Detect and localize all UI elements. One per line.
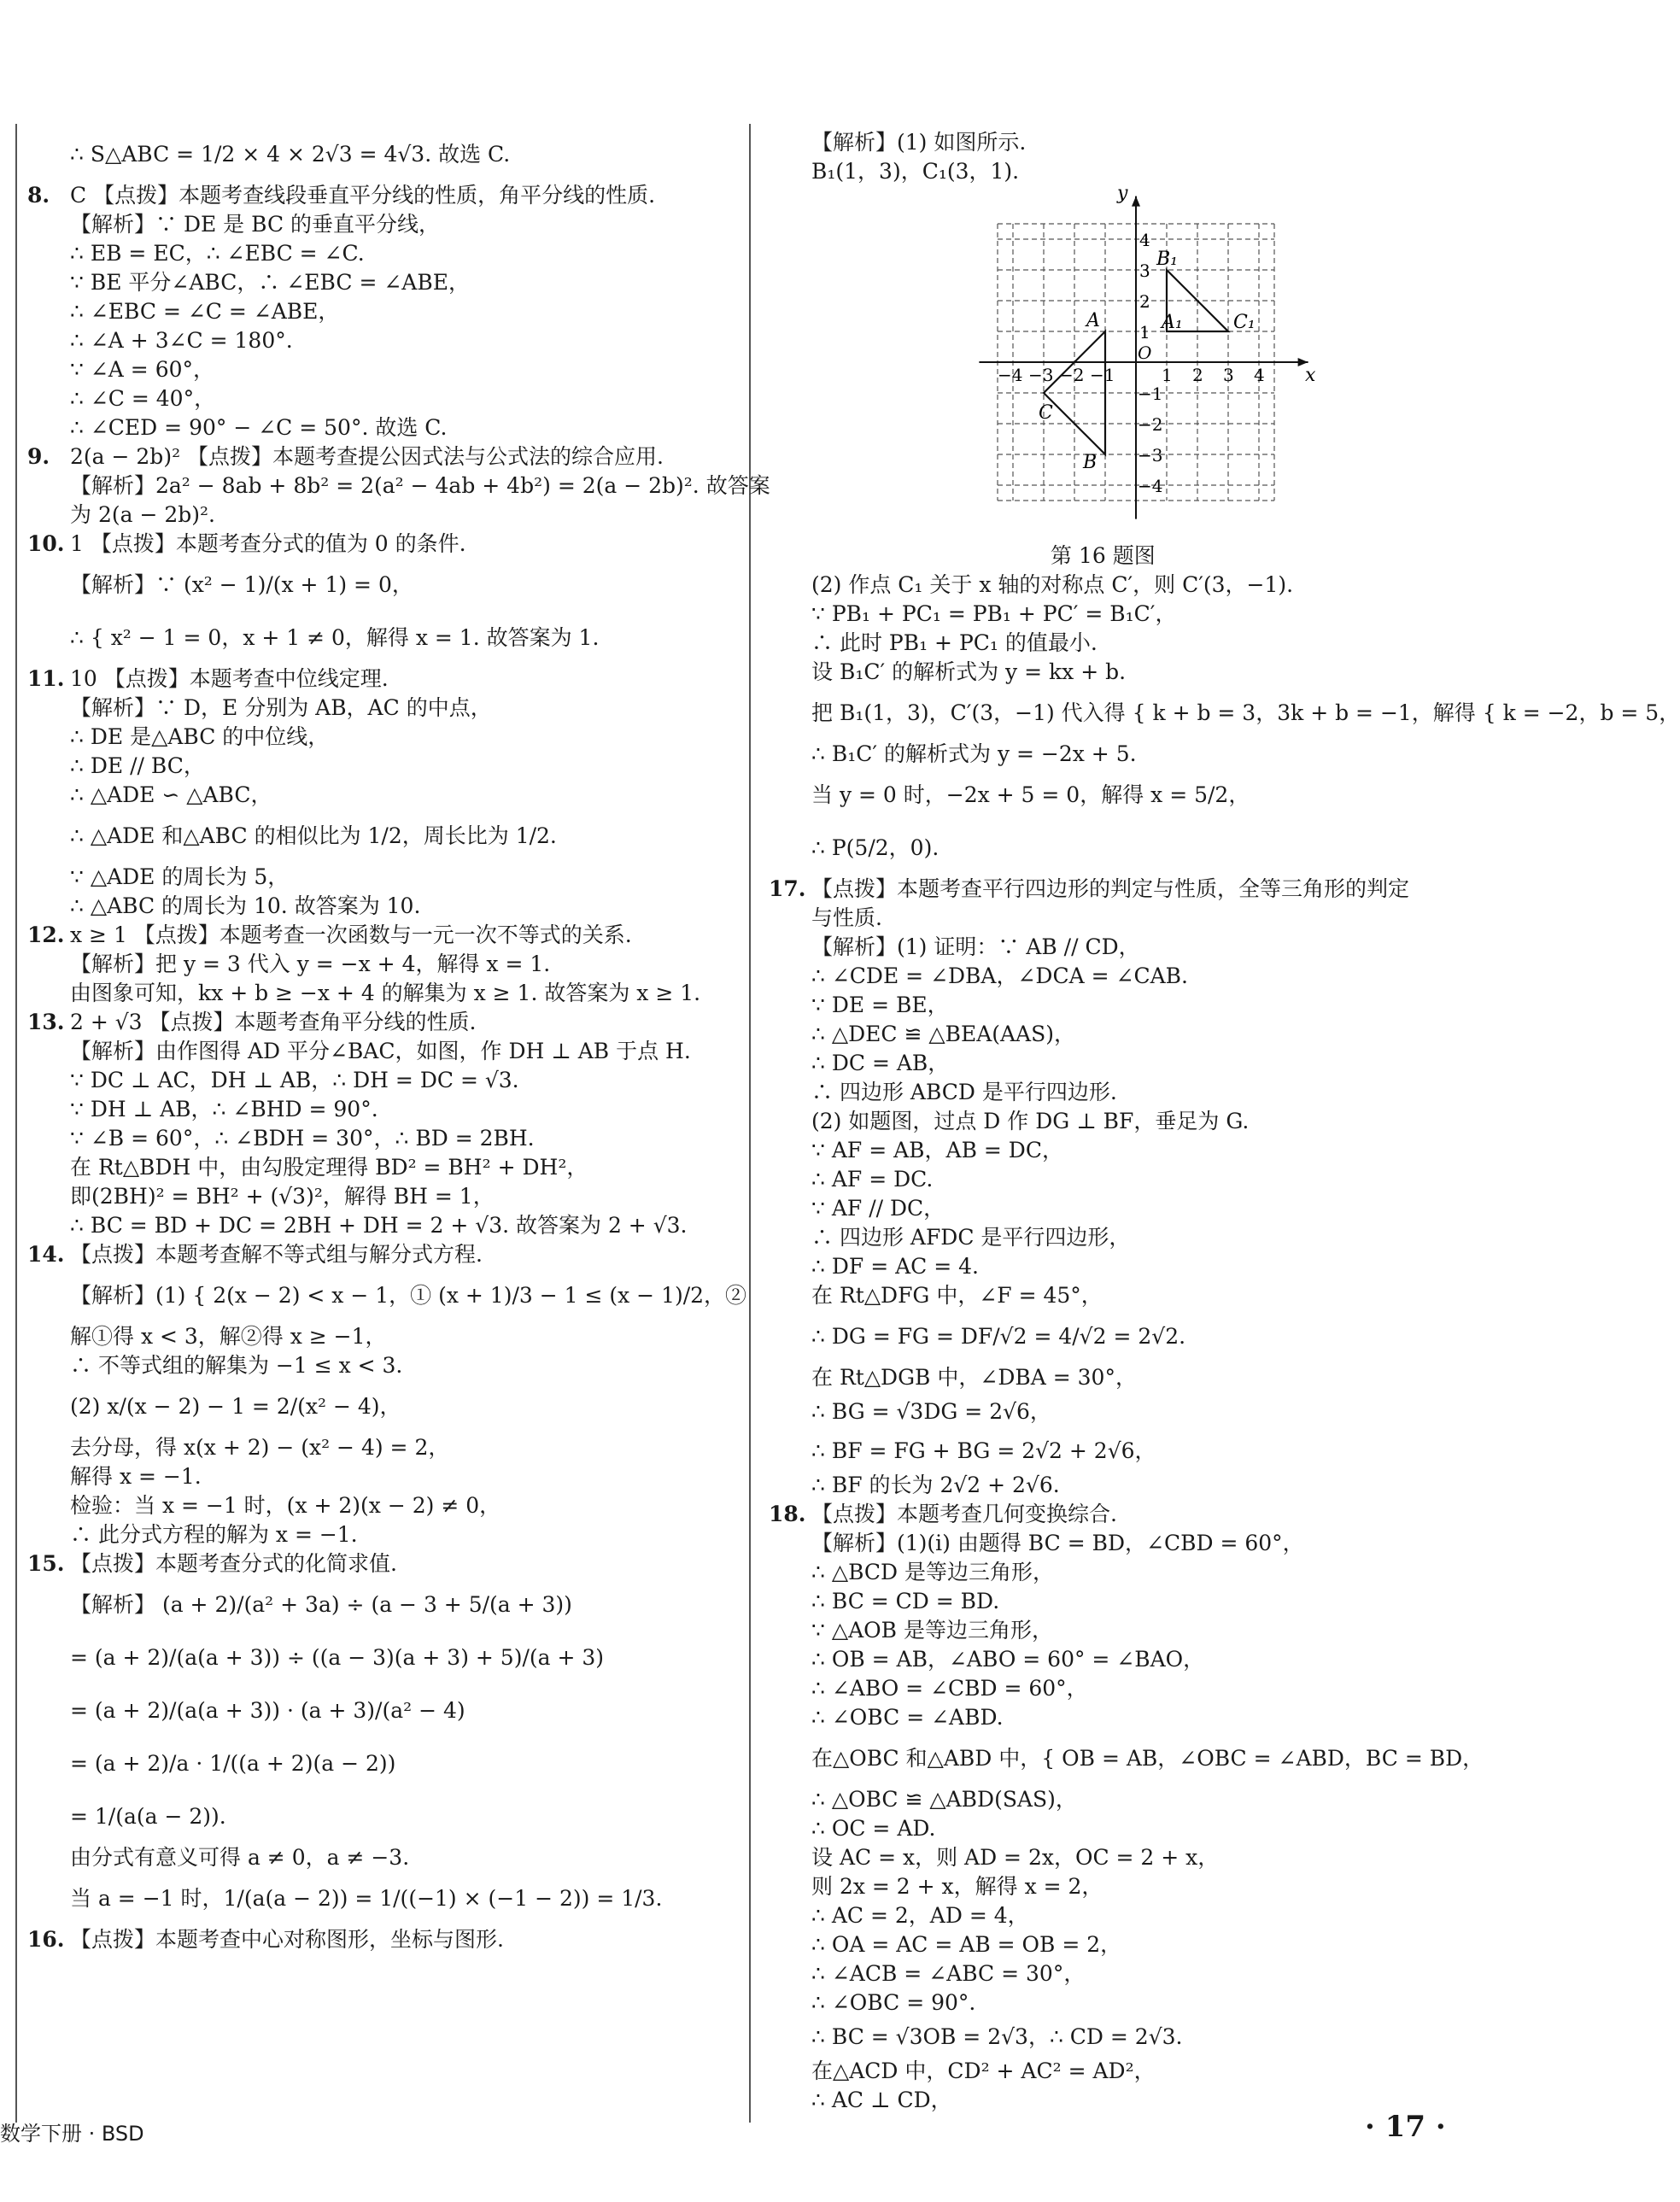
text-line — [769, 2018, 1469, 2057]
line-text: ∴ 此分式方程的解为 x = −1. — [70, 1522, 358, 1547]
text-line — [27, 268, 736, 297]
text-line — [27, 297, 736, 326]
question-number: 16. — [27, 1927, 65, 1952]
figure-caption: 第 16 题图 — [1051, 543, 1156, 568]
coordinate-figure — [769, 183, 1469, 536]
line-text: 【解析】∵ D，E 分别为 AB，AC 的中点， — [70, 695, 492, 720]
y-tick-label: −1 — [1138, 384, 1163, 404]
line-text: 把 B₁(1，3)，C′(3，−1) 代入得 { k + b = 3，3k + b = −1，解得 { k = −2，b = 5， — [811, 700, 1680, 725]
text-line — [769, 600, 1469, 629]
line-text: ∴ ∠OBC = 90°. — [811, 1990, 976, 2015]
text-line — [769, 128, 1469, 157]
line-text: ∵ ∠B = 60°，∴ ∠BDH = 30°，∴ BD = 2BH. — [70, 1126, 535, 1151]
label-c1: C₁ — [1233, 312, 1256, 333]
text-line — [27, 723, 736, 752]
text-line — [27, 1037, 736, 1066]
text-line — [27, 979, 736, 1008]
line-text: ∵ △AOB 是等边三角形， — [811, 1618, 1053, 1643]
text-line — [769, 1432, 1469, 1471]
text-line — [769, 1136, 1469, 1165]
text-line — [27, 1684, 736, 1737]
text-line — [27, 1066, 736, 1095]
line-text: 当 a = −1 时，1/(a(a − 2)) = 1/((−1) × (−1 − 2)) = 1/3. — [70, 1886, 663, 1911]
line-text: ∵ DE = BE， — [811, 993, 949, 1017]
right-column-top — [769, 128, 1469, 186]
text-line — [27, 1520, 736, 1549]
question-number: 14. — [27, 1242, 65, 1267]
question-number: 11. — [27, 666, 65, 691]
x-axis-label: x — [1305, 365, 1316, 386]
line-text: ∴ AF = DC. — [811, 1167, 934, 1192]
text-line — [27, 384, 736, 413]
line-text: = (a + 2)/(a(a + 3)) · (a + 3)/(a² − 4) — [70, 1698, 465, 1723]
text-line — [27, 128, 736, 181]
x-tick-label: 2 — [1192, 365, 1203, 385]
line-text: 由分式有意义可得 a ≠ 0，a ≠ −3. — [70, 1845, 410, 1870]
text-line — [769, 1363, 1469, 1392]
text-line — [769, 933, 1469, 962]
line-text: 在 Rt△BDH 中，由勾股定理得 BD² = BH² + DH²， — [70, 1155, 588, 1180]
text-line — [769, 1194, 1469, 1223]
text-line — [769, 1558, 1469, 1587]
line-text: ∴ ∠C = 40°， — [70, 386, 216, 411]
line-text: ∴ BG = √3DG = 2√6， — [811, 1399, 1051, 1424]
text-line — [27, 1843, 736, 1872]
question-line — [27, 1240, 736, 1269]
line-text: 【解析】∵ (x² − 1)/(x + 1) = 0， — [70, 572, 413, 597]
line-text: ∴ 此时 PB₁ + PC₁ 的值最小. — [811, 630, 1098, 655]
line-text: ∵ PB₁ + PC₁ = PB₁ + PC′ = B₁C′， — [811, 601, 1177, 626]
text-line — [27, 612, 736, 665]
question-number: 9. — [27, 444, 50, 469]
text-line — [769, 1223, 1469, 1252]
line-text: C 【点拨】本题考查线段垂直平分线的性质，角平分线的性质. — [70, 183, 656, 208]
line-text: ∴ 不等式组的解集为 −1 ≤ x < 3. — [70, 1353, 403, 1378]
question-number: 15. — [27, 1551, 65, 1576]
question-number: 18. — [769, 1502, 806, 1526]
question-number: 12. — [27, 922, 65, 947]
line-text: ∴ BC = √3OB = 2√3，∴ CD = 2√3. — [811, 2024, 1183, 2049]
text-line — [27, 1351, 736, 1380]
line-text: ∵ BE 平分∠ABC，∴ ∠EBC = ∠ABE， — [70, 270, 470, 295]
text-line — [27, 501, 736, 530]
line-text: ∴ △ABC 的周长为 10. 故答案为 10. — [70, 893, 421, 918]
line-text: ∵ △ADE 的周长为 5， — [70, 864, 290, 889]
line-text: ∴ △ADE ∽ △ABC， — [70, 782, 272, 807]
line-text: ∴ ∠ABO = ∠CBD = 60°， — [811, 1676, 1088, 1701]
text-line — [769, 1529, 1469, 1558]
text-line — [27, 1211, 736, 1240]
text-line — [27, 471, 770, 501]
text-line — [769, 740, 1469, 769]
line-text: 【点拨】本题考查分式的化简求值. — [70, 1551, 397, 1576]
text-line — [27, 210, 736, 239]
text-line — [27, 239, 736, 268]
text-line — [769, 1988, 1469, 2018]
line-text: 在 Rt△DGB 中，∠DBA = 30°， — [811, 1365, 1137, 1390]
question-number: 17. — [769, 876, 806, 901]
line-text: ∴ BF 的长为 2√2 + 2√6. — [811, 1473, 1060, 1497]
right-column — [769, 128, 1680, 2115]
line-text: ∴ 四边形 AFDC 是平行四边形， — [811, 1225, 1131, 1250]
x-tick-label: −1 — [1090, 365, 1115, 385]
line-text: 解①得 x < 3，解②得 x ≥ −1， — [70, 1324, 387, 1349]
text-line — [769, 2057, 1469, 2086]
text-line — [27, 863, 736, 892]
text-line — [769, 1310, 1469, 1363]
line-text: 【解析】2a² − 8ab + 8b² = 2(a² − 4ab + 4b²) = 2(a − 2b)². 故答案 — [70, 473, 770, 498]
line-text: 则 2x = 2 + x，解得 x = 2， — [811, 1874, 1103, 1899]
question-line — [769, 875, 1469, 904]
text-line — [769, 157, 1469, 186]
text-line — [769, 1471, 1469, 1500]
page-number: · 17 · — [1365, 2110, 1446, 2144]
line-text: 解得 x = −1. — [70, 1464, 202, 1489]
y-tick-label: 2 — [1139, 291, 1150, 312]
question-line — [27, 442, 736, 471]
text-line — [27, 1491, 736, 1520]
y-tick-label: −2 — [1138, 414, 1163, 435]
text-line — [769, 1785, 1469, 1814]
line-text: ∵ AF // DC， — [811, 1196, 945, 1221]
question-line — [27, 1549, 736, 1578]
line-text: ∴ △DEC ≌ △BEA(AAS)， — [811, 1022, 1075, 1046]
text-line — [27, 1578, 736, 1631]
right-column-body — [769, 571, 1680, 2115]
line-text: ∴ ∠OBC = ∠ABD. — [811, 1705, 1004, 1730]
text-line — [27, 326, 736, 355]
text-line — [769, 1078, 1469, 1107]
question-line — [27, 921, 736, 950]
x-tick-label: −4 — [998, 365, 1023, 385]
text-line — [769, 962, 1469, 991]
line-text: 当 y = 0 时，−2x + 5 = 0，解得 x = 5/2， — [811, 782, 1250, 807]
text-line — [769, 658, 1469, 687]
line-text: ∴ OA = AC = AB = OB = 2， — [811, 1932, 1122, 1957]
line-text: ∴ OC = AD. — [811, 1816, 936, 1841]
text-line — [27, 950, 736, 979]
text-line — [27, 892, 736, 921]
y-tick-label: 1 — [1139, 322, 1150, 343]
text-line — [27, 1182, 736, 1211]
question-number: 10. — [27, 531, 65, 556]
text-line — [769, 1392, 1469, 1432]
line-text: = (a + 2)/(a(a + 3)) ÷ ((a − 3)(a + 3) + 5)/(a + 3) — [70, 1645, 605, 1670]
line-text: (2) 作点 C₁ 关于 x 轴的对称点 C′，则 C′(3，−1). — [811, 572, 1294, 597]
question-number: 8. — [27, 183, 50, 208]
line-text: 检验：当 x = −1 时，(x + 2)(x − 2) ≠ 0， — [70, 1493, 501, 1518]
line-text: 去分母，得 x(x + 2) − (x² − 4) = 2， — [70, 1435, 450, 1460]
x-tick-label: 3 — [1223, 365, 1234, 385]
line-text: ∴ B₁C′ 的解析式为 y = −2x + 5. — [811, 741, 1137, 766]
line-text: ∴ 四边形 ABCD 是平行四边形. — [811, 1080, 1117, 1104]
line-text: ∵ DH ⊥ AB，∴ ∠BHD = 90°. — [70, 1097, 378, 1121]
line-text: (2) 如题图，过点 D 作 DG ⊥ BF，垂足为 G. — [811, 1109, 1250, 1133]
line-text: ∴ { x² − 1 = 0，x + 1 ≠ 0，解得 x = 1. 故答案为 1. — [70, 625, 600, 650]
line-text: ∴ DC = AB， — [811, 1051, 950, 1075]
text-line — [769, 1674, 1469, 1703]
line-text: ∵ AF = AB，AB = DC， — [811, 1138, 1063, 1162]
line-text: ∴ DG = FG = DF/√2 = 4/√2 = 2√2. — [811, 1324, 1186, 1349]
text-line — [769, 822, 1469, 875]
line-text: 在△OBC 和△ABD 中，{ OB = AB，∠OBC = ∠ABD，BC = BD， — [811, 1746, 1484, 1771]
text-line — [27, 694, 736, 723]
footer-book-label: 数学下册 · BSD — [0, 2122, 144, 2146]
column-divider — [749, 124, 751, 2123]
line-text: 【解析】(1) { 2(x − 2) < x − 1，① (x + 1)/3 − 1 ≤ (x − 1)/2，② — [70, 1283, 747, 1308]
line-text: 【解析】 (a + 2)/(a² + 3a) ÷ (a − 3 + 5/(a + 3)) — [70, 1592, 572, 1617]
text-line — [27, 1433, 736, 1462]
question-number: 13. — [27, 1010, 65, 1034]
line-text: ∴ △BCD 是等边三角形， — [811, 1560, 1055, 1584]
left-margin-rule — [15, 124, 17, 2123]
line-text: ∴ AC ⊥ CD， — [811, 2088, 952, 2112]
question-line — [27, 665, 736, 694]
text-line — [27, 559, 736, 612]
text-line — [769, 1703, 1469, 1732]
text-line — [769, 1281, 1469, 1310]
text-line — [27, 1380, 736, 1433]
x-tick-label: 1 — [1162, 365, 1173, 385]
question-line — [769, 1500, 1469, 1529]
label-b1: B₁ — [1156, 249, 1178, 270]
label-c: C — [1039, 402, 1053, 424]
text-line — [769, 1049, 1469, 1078]
line-text: ∴ ∠CED = 90° − ∠C = 50°. 故选 C. — [70, 415, 448, 440]
text-line — [769, 1814, 1469, 1843]
line-text: ∴ DF = AC = 4. — [811, 1254, 979, 1279]
text-line — [769, 1165, 1469, 1194]
line-text: ∴ △OBC ≌ △ABD(SAS)， — [811, 1787, 1077, 1812]
text-line — [27, 1462, 736, 1491]
line-text: 1 【点拨】本题考查分式的值为 0 的条件. — [70, 531, 466, 556]
line-text: ∴ △ADE 和△ABC 的相似比为 1/2，周长比为 1/2. — [70, 823, 557, 848]
line-text: ∴ OB = AB，∠ABO = 60° = ∠BAO， — [811, 1647, 1205, 1672]
line-text: ∴ BC = BD + DC = 2BH + DH = 2 + √3. 故答案为 2 + √3. — [70, 1213, 688, 1238]
line-text: 【点拨】本题考查解不等式组与解分式方程. — [70, 1242, 483, 1267]
y-tick-label: 3 — [1139, 261, 1150, 281]
line-text: 设 AC = x，则 AD = 2x，OC = 2 + x， — [811, 1845, 1220, 1870]
text-line — [769, 1732, 1484, 1785]
line-text: 【解析】(1) 如图所示. — [811, 130, 1027, 155]
line-text: 【点拨】本题考查几何变换综合. — [811, 1502, 1117, 1526]
line-text: 设 B₁C′ 的解析式为 y = kx + b. — [811, 659, 1127, 684]
text-line — [27, 1322, 736, 1351]
question-line — [27, 1925, 736, 1954]
y-tick-label: 4 — [1139, 230, 1150, 250]
line-text: ∴ ∠EBC = ∠C = ∠ABE， — [70, 299, 340, 324]
line-text: ∴ ∠A + 3∠C = 180°. — [70, 328, 293, 353]
text-line — [27, 1124, 736, 1153]
text-line — [769, 1843, 1469, 1872]
line-text: 10 【点拨】本题考查中位线定理. — [70, 666, 389, 691]
text-line — [769, 1930, 1469, 1959]
text-line — [27, 1269, 747, 1322]
text-line — [769, 1645, 1469, 1674]
line-text: 【解析】∵ DE 是 BC 的垂直平分线， — [70, 212, 441, 237]
y-axis-arrow — [1132, 196, 1140, 207]
text-line — [27, 781, 736, 810]
text-line — [27, 355, 736, 384]
text-line — [769, 629, 1469, 658]
line-text: 【点拨】本题考查中心对称图形，坐标与图形. — [70, 1927, 504, 1952]
line-text: 在 Rt△DFG 中，∠F = 45°， — [811, 1283, 1103, 1308]
line-text: B₁(1，3)，C₁(3，1). — [811, 159, 1020, 184]
question-line — [27, 1008, 736, 1037]
line-text: 【解析】把 y = 3 代入 y = −x + 4，解得 x = 1. — [70, 952, 551, 976]
text-line — [769, 687, 1680, 740]
line-text: 2(a − 2b)² 【点拨】本题考查提公因式法与公式法的综合应用. — [70, 444, 664, 469]
line-text: ∴ EB = EC，∴ ∠EBC = ∠C. — [70, 241, 365, 266]
text-line — [769, 1901, 1469, 1930]
text-line — [27, 1153, 736, 1182]
text-line — [27, 1737, 736, 1790]
text-line — [27, 1095, 736, 1124]
label-a: A — [1086, 310, 1100, 331]
line-text: = 1/(a(a − 2)). — [70, 1804, 226, 1829]
line-text: ∴ BF = FG + BG = 2√2 + 2√6， — [811, 1438, 1156, 1463]
line-text: 2 + √3 【点拨】本题考查角平分线的性质. — [70, 1010, 477, 1034]
line-text: 即(2BH)² = BH² + (√3)²，解得 BH = 1， — [70, 1184, 495, 1209]
line-text: 与性质. — [811, 905, 882, 930]
text-line — [769, 1020, 1469, 1049]
text-line — [769, 904, 1469, 933]
line-text: 【解析】(1)(ⅰ) 由题得 BC = BD，∠CBD = 60°， — [811, 1531, 1304, 1555]
line-text: 由图象可知，kx + b ≥ −x + 4 的解集为 x ≥ 1. 故答案为 x ≥ 1. — [70, 981, 701, 1005]
line-text: ∵ DC ⊥ AC，DH ⊥ AB，∴ DH = DC = √3. — [70, 1068, 519, 1092]
text-line — [769, 1616, 1469, 1645]
x-tick-label: 4 — [1254, 365, 1265, 385]
label-b: B — [1083, 452, 1098, 473]
text-line — [769, 1252, 1469, 1281]
line-text: ∴ DE 是△ABC 的中位线， — [70, 724, 330, 749]
line-text: 为 2(a − 2b)². — [70, 502, 215, 527]
y-tick-label: −3 — [1138, 445, 1163, 466]
question-line — [27, 530, 736, 559]
text-line — [27, 752, 736, 781]
text-line — [769, 769, 1469, 822]
text-line — [769, 991, 1469, 1020]
text-line — [769, 1107, 1469, 1136]
line-text: ∴ ∠ACB = ∠ABC = 30°， — [811, 1961, 1086, 1986]
text-line — [27, 413, 736, 442]
origin-label: O — [1138, 343, 1152, 363]
y-axis-label: y — [1117, 183, 1128, 205]
line-text: = (a + 2)/a · 1/((a + 2)(a − 2)) — [70, 1751, 396, 1776]
line-text: ∴ S△ABC = 1/2 × 4 × 2√3 = 4√3. 故选 C. — [70, 142, 511, 167]
line-text: ∴ AC = 2，AD = 4， — [811, 1903, 1029, 1928]
text-line — [27, 1872, 736, 1925]
line-text: 【解析】(1) 证明：∵ AB // CD， — [811, 934, 1140, 959]
line-text: ∵ ∠A = 60°， — [70, 357, 215, 382]
question-line — [27, 181, 736, 210]
x-tick-label: −3 — [1028, 365, 1054, 385]
line-text: 在△ACD 中，CD² + AC² = AD²， — [811, 2059, 1156, 2083]
line-text: 【解析】由作图得 AD 平分∠BAC，如图，作 DH ⊥ AB 于点 H. — [70, 1039, 691, 1063]
line-text: 【点拨】本题考查平行四边形的判定与性质，全等三角形的判定 — [811, 876, 1410, 901]
left-column — [27, 128, 770, 1954]
y-tick-label: −4 — [1138, 476, 1163, 496]
label-a1: A₁ — [1162, 312, 1183, 333]
line-text: x ≥ 1 【点拨】本题考查一次函数与一元一次不等式的关系. — [70, 922, 632, 947]
text-line — [27, 1631, 736, 1684]
text-line — [769, 571, 1469, 600]
text-line — [769, 1959, 1469, 1988]
line-text: (2) x/(x − 2) − 1 = 2/(x² − 4)， — [70, 1394, 401, 1419]
line-text: ∴ P(5/2，0). — [811, 835, 940, 860]
text-line — [769, 2086, 1469, 2115]
line-text: ∴ ∠CDE = ∠DBA，∠DCA = ∠CAB. — [811, 963, 1188, 988]
text-line — [769, 1872, 1469, 1901]
line-text: ∴ DE // BC， — [70, 753, 205, 778]
coordinate-plane — [974, 183, 1316, 533]
line-text: ∴ BC = CD = BD. — [811, 1589, 1000, 1613]
text-line — [27, 810, 736, 863]
x-tick-label: −2 — [1059, 365, 1085, 385]
text-line — [27, 1790, 736, 1843]
text-line — [769, 1587, 1469, 1616]
